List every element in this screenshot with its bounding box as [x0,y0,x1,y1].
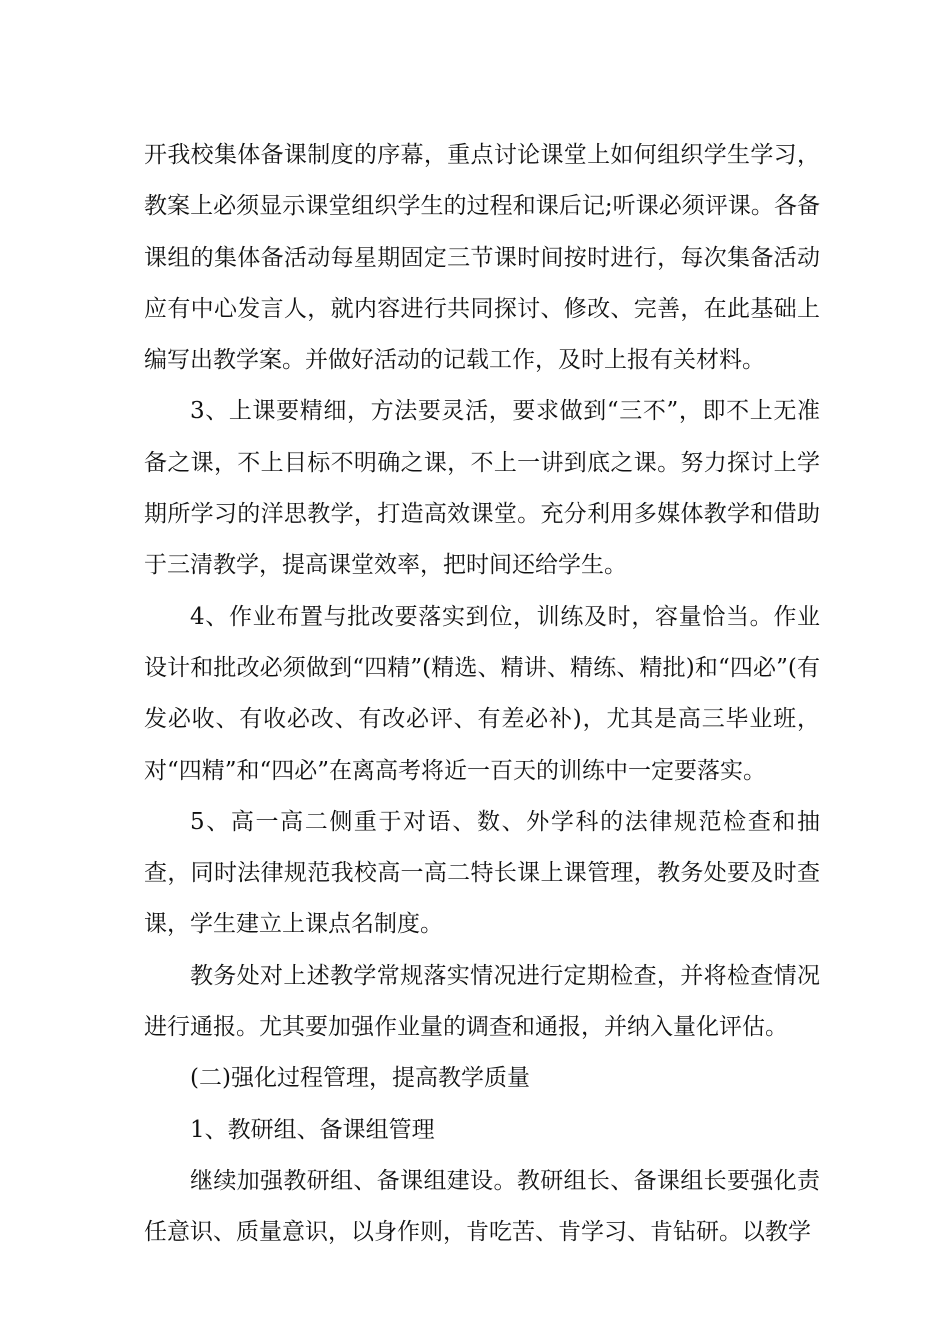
paragraph-3: 4、作业布置与批改要落实到位，训练及时，容量恰当。作业设计和批改必须做到“四精”(精选、精讲、精练、精批)和“四必”(有发必收、有收必改、有改必评、有差必补)，尤其是高三毕业班，对“四精”和“四必”在离高考将近一百天的训练中一定要落实。 [144,603,820,784]
paragraph-6: 继续加强教研组、备课组建设。教研组长、备课组长要强化责任意识、质量意识，以身作则，肯吃苦、肯学习、肯钻研。以教学 [144,1167,820,1246]
paragraph-4: 5、高一高二侧重于对语、数、外学科的法律规范检查和抽查，同时法律规范我校高一高二特长课上课管理，教务处要及时查课，学生建立上课点名制度。 [144,808,820,938]
paragraph-5: 教务处对上述教学常规落实情况进行定期检查，并将检查情况进行通报。尤其要加强作业量的调查和通报，并纳入量化评估。 [144,962,820,1041]
section-heading: (二)强化过程管理，提高教学质量 [190,1065,530,1092]
paragraph-1: 开我校集体备课制度的序幕，重点讨论课堂上如何组织学生学习，教案上必须显示课堂组织学生的过程和课后记;听课必须评课。各备课组的集体备活动每星期固定三节课时间按时进行，每次集备活动应有中心发言人，就内容进行共同探讨、修改、完善，在此基础上编写出教学案。并做好活动的记载工作，及时上报有关材料。 [144,142,820,374]
document-body [144,130,820,1259]
subsection-heading: 1、教研组、备课组管理 [190,1116,435,1143]
paragraph-2: 3、上课要精细，方法要灵活，要求做到“三不”，即不上无准备之课，不上目标不明确之课，不上一讲到底之课。努力探讨上学期所学习的洋思教学，打造高效课堂。充分利用多媒体教学和借助于三清教学，提高课堂效率，把时间还给学生。 [144,398,820,579]
